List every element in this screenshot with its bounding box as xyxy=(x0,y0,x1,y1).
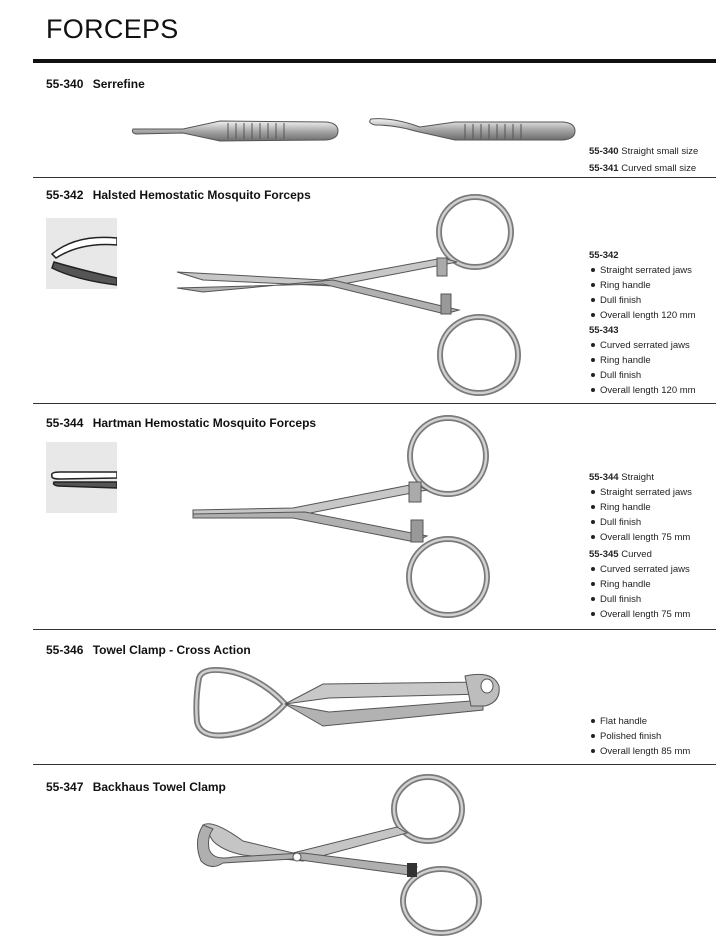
section-halsted xyxy=(33,178,716,404)
spec-bullet: Overall length 75 mm xyxy=(589,530,692,545)
hartman-forceps-image xyxy=(183,410,563,624)
spec-bullet: Ring handle xyxy=(589,577,692,592)
spec-bullet: Dull finish xyxy=(589,293,696,308)
spec-bullet: Ring handle xyxy=(589,278,696,293)
spec-bullet: Ring handle xyxy=(589,353,696,368)
spec-group-title xyxy=(589,323,696,338)
spec-bullet: Curved serrated jaws xyxy=(589,338,696,353)
spec-bullet: Straight serrated jaws xyxy=(589,263,696,278)
section-heading xyxy=(46,643,251,657)
spec-text: Straight small size xyxy=(621,146,699,157)
section-serrefine xyxy=(33,63,716,178)
spec-bullet: Overall length 85 mm xyxy=(589,744,690,759)
towel-clamp-cross-action-image xyxy=(193,664,505,754)
spec-bullet: Dull finish xyxy=(589,368,696,383)
spec-code: 55-345 xyxy=(589,549,619,560)
product-name: Hartman Hemostatic Mosquito Forceps xyxy=(92,416,317,430)
product-name: Towel Clamp - Cross Action xyxy=(92,643,251,657)
jaw-detail-thumbnail xyxy=(46,442,117,513)
spec-list xyxy=(589,714,690,759)
section-backhaus xyxy=(33,765,716,936)
spec-bullet: Straight serrated jaws xyxy=(589,485,692,500)
product-name: Serrefine xyxy=(92,77,145,91)
section-heading xyxy=(46,77,145,91)
product-code: 55-342 xyxy=(46,188,84,202)
spec-row xyxy=(589,143,698,160)
spec-suffix: Straight xyxy=(621,472,654,483)
product-code: 55-344 xyxy=(46,416,84,430)
spec-bullet: Curved serrated jaws xyxy=(589,562,692,577)
spec-code: 55-342 xyxy=(589,250,619,261)
spec-group-title xyxy=(589,547,692,562)
spec-code: 55-344 xyxy=(589,472,619,483)
spec-list xyxy=(589,470,692,622)
spec-bullet: Overall length 75 mm xyxy=(589,607,692,622)
spec-list xyxy=(589,143,698,177)
halsted-forceps-image xyxy=(173,188,553,400)
spec-bullet: Overall length 120 mm xyxy=(589,383,696,398)
spec-bullet: Polished finish xyxy=(589,729,690,744)
spec-code: 55-340 xyxy=(589,146,619,157)
spec-bullet: Dull finish xyxy=(589,592,692,607)
spec-bullet: Ring handle xyxy=(589,500,692,515)
spec-group-title xyxy=(589,248,696,263)
section-hartman xyxy=(33,404,716,630)
product-code: 55-347 xyxy=(46,780,84,794)
straight-jaw-detail-image xyxy=(46,442,117,513)
spec-text: Curved small size xyxy=(621,163,697,174)
product-name: Backhaus Towel Clamp xyxy=(92,780,226,794)
spec-bullet: Dull finish xyxy=(589,515,692,530)
spec-suffix: Curved xyxy=(621,549,652,560)
spec-group-title xyxy=(589,470,692,485)
spec-list xyxy=(589,248,696,398)
page-title: FORCEPS xyxy=(46,14,179,44)
product-name: Halsted Hemostatic Mosquito Forceps xyxy=(92,188,311,202)
product-code: 55-340 xyxy=(46,77,84,91)
spec-row xyxy=(589,160,698,177)
product-code: 55-346 xyxy=(46,643,84,657)
spec-bullet: Flat handle xyxy=(589,714,690,729)
serrefine-straight-image xyxy=(128,113,343,149)
serrefine-curved-image xyxy=(365,113,580,149)
spec-code: 55-343 xyxy=(589,325,619,336)
jaw-detail-thumbnail xyxy=(46,218,117,289)
spec-code: 55-341 xyxy=(589,163,619,174)
spec-bullet: Overall length 120 mm xyxy=(589,308,696,323)
backhaus-towel-clamp-image xyxy=(183,771,503,936)
section-towel-clamp-cross-action xyxy=(33,630,716,765)
curved-jaw-detail-image xyxy=(46,218,117,289)
